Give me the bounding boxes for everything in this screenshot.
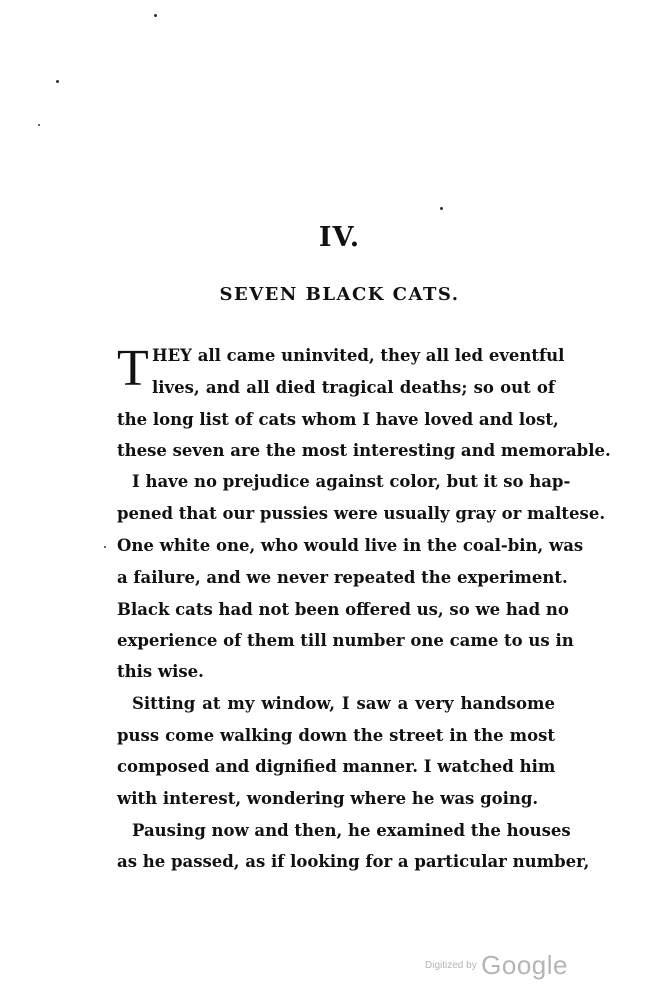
scan-speck bbox=[104, 546, 106, 548]
body-line: the long list of cats whom I have loved and lost, bbox=[117, 410, 559, 429]
chapter-number: IV. bbox=[318, 222, 361, 253]
scan-speck bbox=[154, 14, 157, 17]
body-line: puss come walking down the street in the most bbox=[117, 726, 555, 745]
body-line: this wise. bbox=[117, 662, 204, 681]
drop-cap: T bbox=[117, 340, 149, 397]
scan-speck bbox=[38, 124, 40, 126]
body-line: lives, and all died tragical deaths; so out of bbox=[152, 378, 555, 397]
body-line: experience of them till number one came to us in bbox=[117, 631, 574, 650]
body-line: I have no prejudice against color, but it so hap- bbox=[132, 472, 571, 491]
digitized-watermark bbox=[425, 950, 568, 981]
body-line: HEY all came uninvited, they all led eventful bbox=[152, 346, 565, 365]
body-line: One white one, who would live in the coal-bin, was bbox=[117, 536, 584, 555]
body-line: as he passed, as if looking for a particular number, bbox=[117, 852, 590, 871]
scan-speck bbox=[440, 207, 443, 210]
scan-speck bbox=[56, 80, 59, 83]
watermark-brand: Google bbox=[481, 950, 568, 980]
watermark-prefix: Digitized by bbox=[425, 960, 477, 971]
body-line: Black cats had not been offered us, so we had no bbox=[117, 600, 569, 619]
body-line: pened that our pussies were usually gray or maltese. bbox=[117, 504, 606, 523]
body-line: these seven are the most interesting and memorable. bbox=[117, 441, 611, 460]
chapter-title: SEVEN BLACK CATS. bbox=[219, 284, 460, 305]
body-line: with interest, wondering where he was going. bbox=[117, 789, 539, 808]
body-line: composed and dignified manner. I watched him bbox=[117, 757, 556, 776]
body-line: a failure, and we never repeated the experiment. bbox=[117, 568, 568, 587]
body-line: Sitting at my window, I saw a very handsome bbox=[132, 694, 555, 713]
body-line: Pausing now and then, he examined the houses bbox=[132, 821, 571, 840]
